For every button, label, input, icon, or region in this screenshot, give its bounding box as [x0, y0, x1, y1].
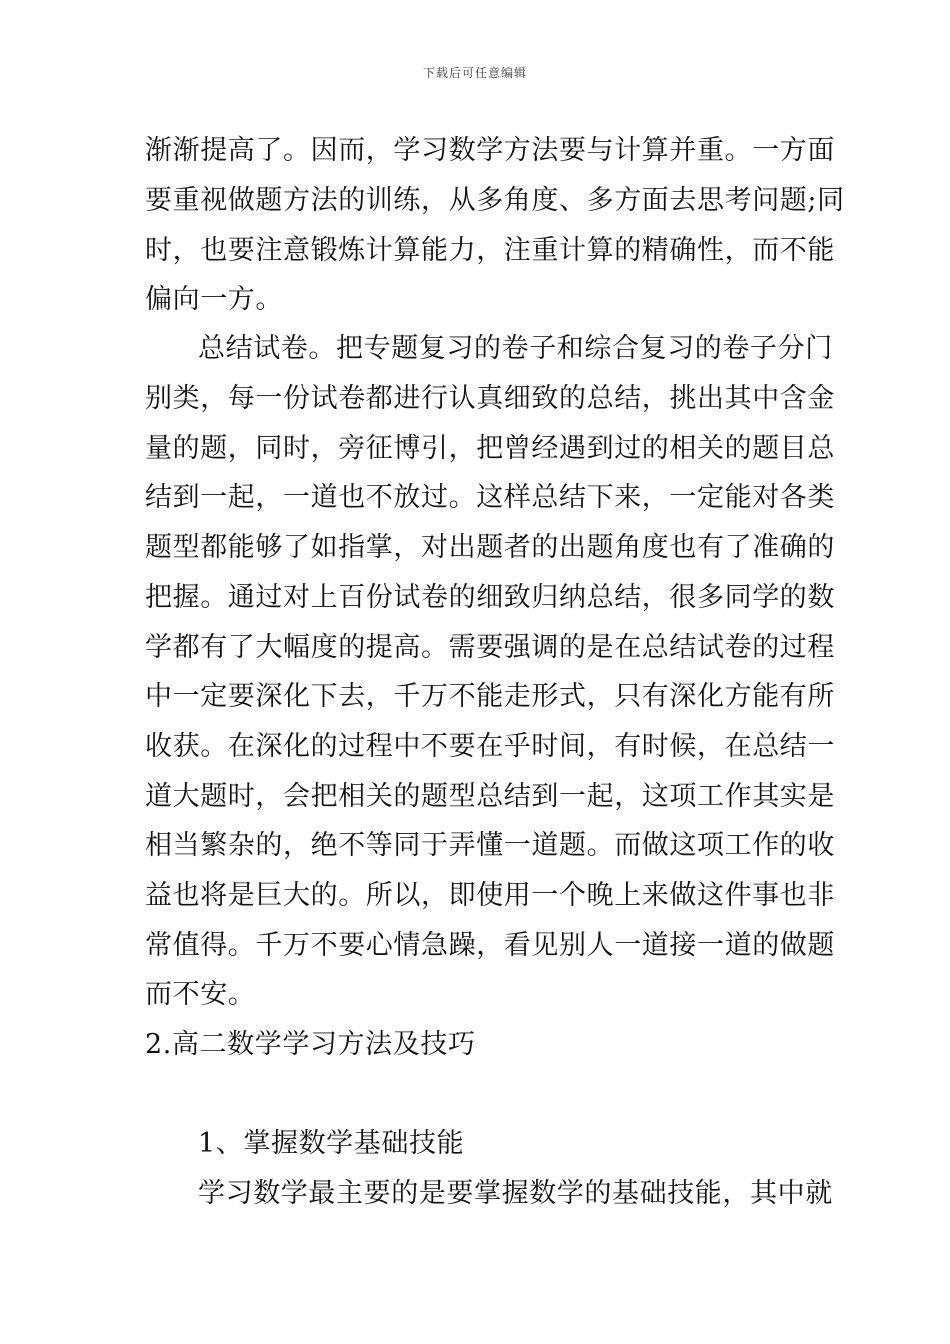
paragraph-line: 而不安。: [145, 979, 256, 1010]
paragraph-line: 收获。在深化的过程中不要在乎时间，有时候，在总结一: [145, 731, 835, 762]
paragraph-line: 学都有了大幅度的提高。需要强调的是在总结试卷的过程: [145, 632, 835, 663]
paragraph-line: 学习数学最主要的是要掌握数学的基础技能，其中就: [198, 1178, 833, 1209]
paragraph-line: 偏向一方。: [145, 284, 283, 315]
page-header: 下载后可任意编辑: [422, 66, 527, 80]
paragraph-line: 要重视做题方法的训练，从多角度、多方面去思考问题;同: [145, 185, 845, 216]
paragraph-line: 题型都能够了如指掌，对出题者的出题角度也有了准确的: [145, 532, 835, 563]
paragraph-line: 结到一起，一道也不放过。这样总结下来，一定能对各类: [145, 482, 835, 513]
paragraph-line: 总结试卷。把专题复习的卷子和综合复习的卷子分门: [198, 333, 833, 364]
section-heading: 2.高二数学学习方法及技巧: [145, 1029, 476, 1060]
paragraph-line: 渐渐提高了。因而，学习数学方法要与计算并重。一方面: [145, 135, 835, 166]
paragraph-line: 量的题，同时，旁征博引，把曾经遇到过的相关的题目总: [145, 433, 835, 464]
paragraph-line: 道大题时，会把相关的题型总结到一起，这项工作其实是: [145, 781, 835, 812]
paragraph-line: 相当繁杂的，绝不等同于弄懂一道题。而做这项工作的收: [145, 830, 835, 861]
paragraph-line: 时，也要注意锻炼计算能力，注重计算的精确性，而不能: [145, 235, 835, 266]
paragraph-line: 把握。通过对上百份试卷的细致归纳总结，很多同学的数: [145, 582, 835, 613]
paragraph-line: 常值得。千万不要心情急躁，看见别人一道接一道的做题: [145, 930, 835, 961]
paragraph-line: 中一定要深化下去，千万不能走形式，只有深化方能有所: [145, 681, 835, 712]
subsection-heading: 1、掌握数学基础技能: [198, 1128, 465, 1159]
paragraph-line: 别类，每一份试卷都进行认真细致的总结，挑出其中含金: [145, 383, 835, 414]
paragraph-line: 益也将是巨大的。所以，即使用一个晚上来做这件事也非: [145, 880, 835, 911]
